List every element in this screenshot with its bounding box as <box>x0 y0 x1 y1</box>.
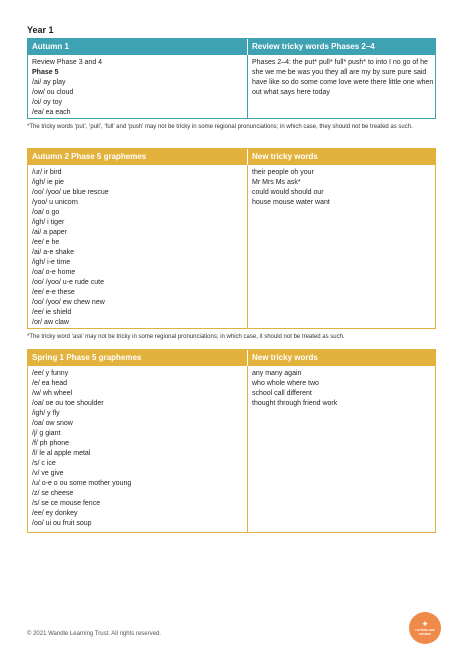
list-item: Review Phase 3 and 4 <box>32 59 103 66</box>
autumn2-table <box>27 148 436 329</box>
list-item: /v/ ve give <box>32 470 64 477</box>
list-item: /ai/ a-e shake <box>32 249 75 256</box>
list-item: /ee/ e-e these <box>32 289 75 296</box>
list-item: /or/ aw claw <box>32 319 69 326</box>
list-item: /oa/ oe ou toe shoulder <box>32 400 104 407</box>
spring1-header-row <box>28 350 435 366</box>
list-item: /ee/ ey donkey <box>32 510 78 517</box>
list-item: /s/ se ce mouse fence <box>32 500 101 507</box>
autumn1-header-row <box>28 39 435 55</box>
autumn1-tricky-words-text: Phases 2–4: the put* pull* full* push* to into I no go of he she we me be was you they all are my by sure pure said have like so do some come love were there little one when out what says here today <box>252 59 434 96</box>
year-heading: Year 1 <box>27 25 54 35</box>
list-item: /s/ c ice <box>32 460 56 467</box>
autumn2-body-row <box>28 165 435 328</box>
autumn1-table <box>27 38 436 119</box>
list-item: /igh/ y fly <box>32 410 60 417</box>
list-item: /igh/ i tiger <box>32 219 65 226</box>
tricky-words-footnote-2: *The tricky word ‘ask’ may not be tricky in some regional pronunciations; in which case, it should not be treated as such. <box>27 334 345 340</box>
list-item: Mr Mrs Ms ask* <box>252 179 301 186</box>
list-item: /ai/ ay play <box>32 79 66 86</box>
list-item: /oa/ o-e home <box>32 269 76 276</box>
list-item: /ur/ ir bird <box>32 169 62 176</box>
list-item: /oo/ ui ou fruit soup <box>32 520 92 527</box>
list-item: thought through friend work <box>252 400 338 407</box>
list-item: their people oh your <box>252 169 314 176</box>
autumn2-tricky-words-cell <box>248 165 435 328</box>
spring1-graphemes-cell <box>28 366 248 532</box>
list-item: /ai/ a paper <box>32 229 68 236</box>
list-item: /igh/ i-e time <box>32 259 71 266</box>
list-item: /l/ le al apple metal <box>32 450 91 457</box>
list-item: /igh/ ie pie <box>32 179 64 186</box>
list-item: any many again <box>252 370 302 377</box>
spring1-header-left: Spring 1 Phase 5 graphemes <box>28 350 248 366</box>
list-item: Phase 5 <box>32 69 59 76</box>
list-item: /ow/ ou cloud <box>32 89 74 96</box>
list-item: /w/ wh wheel <box>32 390 73 397</box>
autumn1-header-right: Review tricky words Phases 2–4 <box>252 42 375 51</box>
list-item: /f/ ph phone <box>32 440 69 447</box>
letters-and-sounds-logo <box>409 612 441 644</box>
list-item: /oo/ /yoo/ u-e rude cute <box>32 279 104 286</box>
list-item: /u/ o-e o ou some mother young <box>32 480 132 487</box>
autumn2-header-row <box>28 149 435 165</box>
list-item: school call different <box>252 390 312 397</box>
list-item: /ee/ y funny <box>32 370 69 377</box>
list-item: /oo/ /yoo/ ue blue rescue <box>32 189 109 196</box>
autumn1-tricky-words-cell <box>248 55 435 118</box>
list-item: /ea/ ea each <box>32 109 71 116</box>
sparkle-icon: ✦ <box>421 619 429 630</box>
list-item: /e/ ea head <box>32 380 68 387</box>
spring1-body-row <box>28 366 435 532</box>
copyright-footer: © 2021 Wandle Learning Trust. All rights reserved. <box>27 631 161 637</box>
list-item: /z/ se cheese <box>32 490 74 497</box>
spring1-table <box>27 349 436 533</box>
list-item: who whole where two <box>252 380 319 387</box>
list-item: /yoo/ u unicorn <box>32 199 78 206</box>
autumn1-graphemes-cell <box>28 55 248 118</box>
list-item: /oa/ o go <box>32 209 60 216</box>
spring1-header-right: New tricky words <box>252 353 318 362</box>
list-item: /oa/ ow snow <box>32 420 73 427</box>
list-item: /oo/ /yoo/ ew chew new <box>32 299 105 306</box>
list-item: /j/ g giant <box>32 430 61 437</box>
tricky-words-footnote-1: *The tricky words ‘put’, ‘pull’, ‘full’ and ‘push’ may not be tricky in some regional pronunciations; in which case, they should not be treated as such. <box>27 124 413 130</box>
list-item: /oi/ oy toy <box>32 99 62 106</box>
autumn1-body-row <box>28 55 435 118</box>
list-item: house mouse water want <box>252 199 330 206</box>
spring1-tricky-words-cell <box>248 366 435 532</box>
list-item: /ee/ e he <box>32 239 60 246</box>
list-item: /ee/ ie shield <box>32 309 72 316</box>
logo-text: LETTERS AND SOUNDS <box>415 628 435 636</box>
list-item: could would should our <box>252 189 324 196</box>
autumn2-header-right: New tricky words <box>252 152 318 161</box>
autumn2-header-left: Autumn 2 Phase 5 graphemes <box>28 149 248 165</box>
autumn1-header-left: Autumn 1 <box>28 39 248 55</box>
autumn2-graphemes-cell <box>28 165 248 328</box>
